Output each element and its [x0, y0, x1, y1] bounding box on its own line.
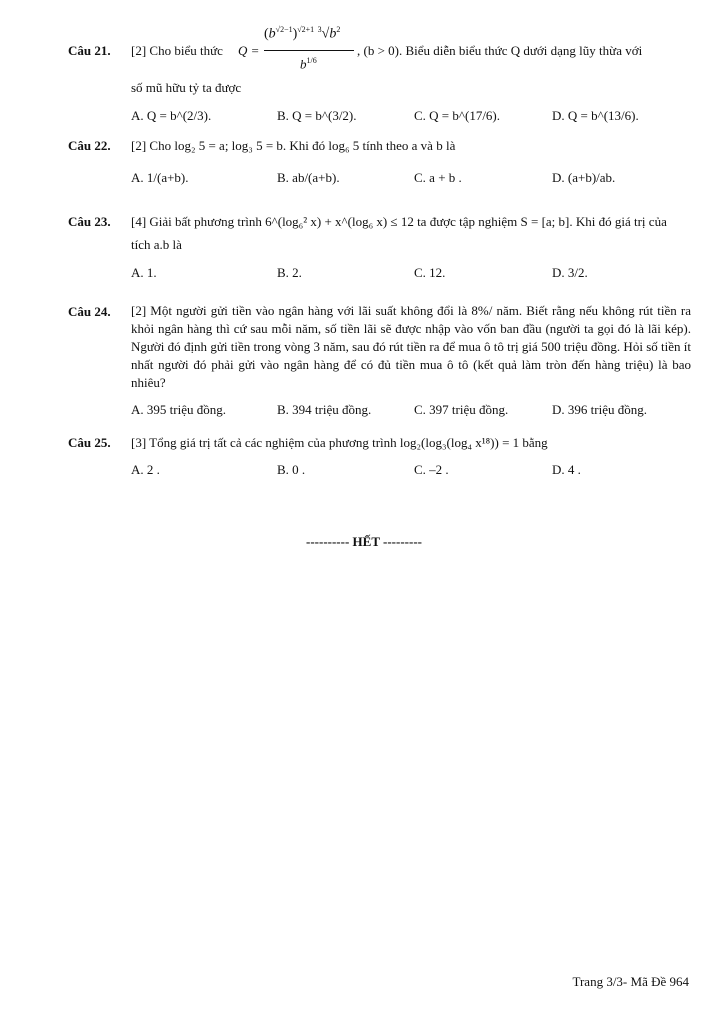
question-22-label: Câu 22.	[68, 138, 111, 153]
question-23-option-a[interactable]: A. 1.	[131, 265, 157, 280]
question-25-option-b[interactable]: B. 0 .	[277, 462, 306, 477]
question-24-label: Câu 24.	[68, 304, 111, 319]
question-24-option-c[interactable]: C. 397 triệu đồng.	[414, 402, 509, 417]
question-22-option-a[interactable]: A. 1/(a+b).	[131, 170, 189, 185]
end-marker: ---------- HẾT ---------	[306, 534, 422, 549]
question-24-option-a[interactable]: A. 395 triệu đồng.	[131, 402, 226, 417]
question-21-option-a[interactable]: A. Q = b^(2/3).	[131, 108, 212, 123]
question-24-option-d[interactable]: D. 396 triệu đồng.	[552, 402, 647, 417]
question-23-option-c[interactable]: C. 12.	[414, 265, 446, 280]
question-23-option-b[interactable]: B. 2.	[277, 265, 302, 280]
question-24-option-b[interactable]: B. 394 triệu đồng.	[277, 402, 372, 417]
question-21-option-b[interactable]: B. Q = b^(3/2).	[277, 108, 357, 123]
question-21-formula: Q = $(b^{√2-1})^{√2+1}$ $^3√b^2$ $b^{1/6}$	[238, 22, 358, 78]
question-22-option-c[interactable]: C. a + b .	[414, 170, 462, 185]
question-21-option-c[interactable]: C. Q = b^(17/6).	[414, 108, 501, 123]
question-25-option-c[interactable]: C. –2 .	[414, 462, 449, 477]
question-25-text: [3] Tổng giá trị tất cả các nghiệm của phương trình log₂(log₃(log₄ x¹⁸)) = 1 bằng	[131, 435, 548, 450]
question-25-label: Câu 25.	[68, 435, 111, 450]
question-23-option-d[interactable]: D. 3/2.	[552, 265, 588, 280]
question-25-option-d[interactable]: D. 4 .	[552, 462, 581, 477]
question-24-text: [2] Một người gửi tiền vào ngân hàng với lãi suất không đổi là 8%/ năm. Biết rằng nếu không rút tiền ra khỏi ngân hàng thì cứ sau mỗi năm, số tiền lãi sẽ được nhập vào vốn ban đầu (người ta gọi đó là lãi kép). Người đó định gửi tiền trong vòng 3 năm, sau đó rút tiền ra để mua ô tô trị giá 500 triệu đồng. Hỏi số tiền ít nhất người đó phải gửi vào ngân hàng để có đủ tiền mua ô tô (kết quả làm tròn đến hàng triệu) là bao nhiêu?	[131, 303, 691, 390]
question-21-condition: , (b > 0). Biểu diễn biểu thức Q dưới dạng lũy thừa với	[357, 43, 643, 58]
question-23-label: Câu 23.	[68, 214, 111, 229]
question-23-continuation: tích a.b là	[131, 237, 182, 252]
question-21-option-d[interactable]: D. Q = b^(13/6).	[552, 108, 639, 123]
question-21-label: Câu 21.	[68, 43, 111, 58]
question-21-continuation: số mũ hữu tỷ ta được	[131, 80, 242, 95]
question-22-option-b[interactable]: B. ab/(a+b).	[277, 170, 340, 185]
question-22-option-d[interactable]: D. (a+b)/ab.	[552, 170, 616, 185]
question-23-text: [4] Giải bất phương trình 6^(log₆² x) + x^(log₆ x) ≤ 12 ta được tập nghiệm S = [a; b]. Khi đó giá trị của	[131, 214, 667, 229]
question-25-option-a[interactable]: A. 2 .	[131, 462, 160, 477]
page-footer: Trang 3/3- Mã Đề 964	[572, 974, 689, 989]
question-22-text: [2] Cho log₂ 5 = a; log₃ 5 = b. Khi đó log₆ 5 tính theo a và b là	[131, 138, 456, 153]
question-21-intro: [2] Cho biểu thức	[131, 43, 223, 58]
